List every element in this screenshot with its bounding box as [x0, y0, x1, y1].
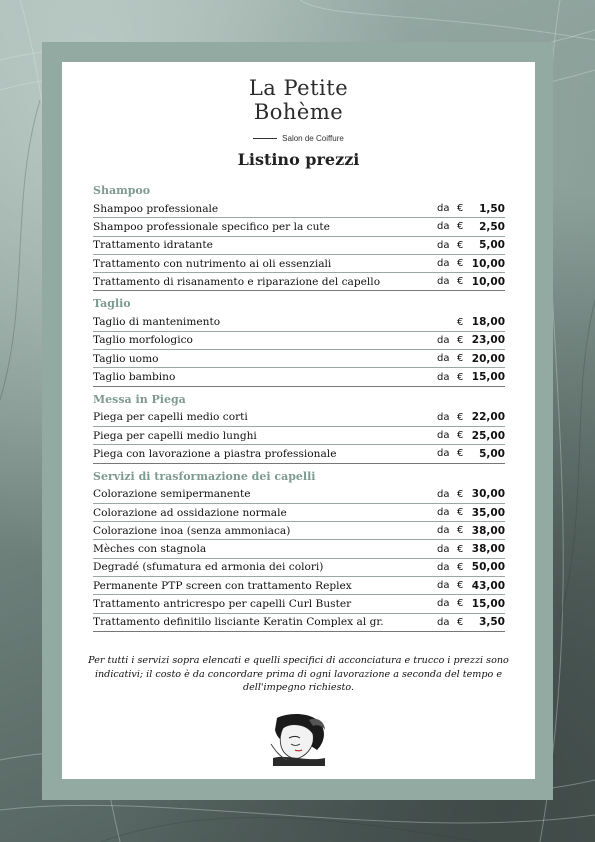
currency-symbol: €	[457, 616, 464, 628]
service-name: Degradé (sfumatura ed armonia dei colori)	[93, 561, 324, 574]
logo-rule	[253, 138, 277, 139]
price-value: 35,00	[471, 506, 505, 519]
currency-symbol: €	[457, 448, 464, 460]
section-items	[93, 486, 505, 632]
service-name: Taglio bambino	[93, 371, 176, 384]
price-prefix: da	[437, 276, 450, 288]
currency-symbol: €	[457, 430, 464, 442]
currency-symbol: €	[457, 561, 464, 573]
price-value: 25,00	[471, 429, 505, 442]
pricing-note: Per tutti i servizi sopra elencati e quelli specifici di acconciatura e trucco i prezzi sono indicativi; il costo è da concordare prima di ogni lavorazione a seconda del tempo e dell'impegno richiesto.	[88, 655, 509, 693]
service-name: Colorazione ad ossidazione normale	[93, 506, 287, 519]
price-row	[93, 200, 505, 218]
price-prefix: da	[437, 448, 450, 460]
price-value: 5,00	[479, 239, 505, 252]
price-prefix: da	[437, 543, 450, 555]
price-row	[93, 445, 505, 463]
price-row	[93, 273, 505, 291]
menu-card	[62, 62, 535, 779]
price-value: 1,50	[479, 202, 505, 215]
logo-subtitle-text: Salon de Coiffure	[282, 134, 344, 143]
price-prefix: da	[437, 334, 450, 346]
currency-symbol: €	[457, 598, 464, 610]
price-row	[93, 504, 505, 522]
service-name: Trattamento antricrespo per capelli Curl Buster	[93, 597, 352, 610]
price-prefix: da	[437, 525, 450, 537]
currency-symbol: €	[457, 525, 464, 537]
service-name: Shampoo professionale	[93, 202, 219, 215]
price-row	[93, 255, 505, 273]
currency-symbol: €	[457, 258, 464, 270]
price-value: 50,00	[471, 561, 505, 574]
service-name: Shampoo professionale specifico per la cute	[93, 220, 330, 233]
price-row	[93, 559, 505, 577]
logo-line-2: Bohème	[253, 100, 344, 124]
price-prefix: da	[437, 203, 450, 215]
price-value: 15,00	[471, 371, 505, 384]
price-value: 15,00	[471, 597, 505, 610]
price-prefix: da	[437, 430, 450, 442]
price-value: 3,50	[479, 616, 505, 629]
currency-symbol: €	[457, 276, 464, 288]
service-name: Piega per capelli medio lunghi	[93, 429, 257, 442]
price-prefix: da	[437, 258, 450, 270]
currency-symbol: €	[457, 411, 464, 423]
section-title: Shampoo	[93, 184, 151, 197]
service-name: Trattamento con nutrimento ai oli essenziali	[93, 257, 332, 270]
service-name: Colorazione inoa (senza ammoniaca)	[93, 524, 291, 537]
price-value: 18,00	[471, 316, 505, 329]
service-name: Trattamento idratante	[93, 239, 213, 252]
currency-symbol: €	[457, 316, 464, 328]
section-items	[93, 313, 505, 386]
currency-symbol: €	[457, 488, 464, 500]
service-name: Trattamento di risanamento e riparazione del capello	[93, 275, 381, 288]
price-value: 10,00	[471, 275, 505, 288]
logo-subtitle	[253, 134, 344, 143]
price-value: 20,00	[471, 352, 505, 365]
price-value: 5,00	[479, 447, 505, 460]
service-name: Piega con lavorazione a piastra professionale	[93, 447, 337, 460]
service-name: Permanente PTP screen con trattamento Replex	[93, 579, 352, 592]
currency-symbol: €	[457, 371, 464, 383]
price-value: 23,00	[471, 334, 505, 347]
service-name: Mèches con stagnola	[93, 543, 207, 556]
currency-symbol: €	[457, 334, 464, 346]
price-prefix: da	[437, 221, 450, 233]
service-name: Taglio morfologico	[93, 334, 193, 347]
price-value: 2,50	[479, 220, 505, 233]
price-prefix: da	[437, 488, 450, 500]
price-row	[93, 522, 505, 540]
price-value: 30,00	[471, 488, 505, 501]
section-title: Servizi di trasformazione dei capelli	[93, 469, 316, 483]
section-items	[93, 409, 505, 464]
section-items	[93, 200, 505, 291]
price-prefix: da	[437, 411, 450, 423]
price-prefix: da	[437, 353, 450, 365]
logo-line-1: La Petite	[248, 76, 349, 100]
section-title: Taglio	[93, 297, 131, 311]
price-row	[93, 368, 505, 386]
currency-symbol: €	[457, 543, 464, 555]
price-value: 22,00	[471, 411, 505, 424]
price-value: 43,00	[471, 579, 505, 592]
currency-symbol: €	[457, 221, 464, 233]
price-prefix: da	[437, 239, 450, 251]
price-row	[93, 313, 505, 331]
price-row	[93, 409, 505, 427]
price-row	[93, 577, 505, 595]
section-title: Messa in Piega	[93, 392, 186, 406]
service-name: Piega per capelli medio corti	[93, 411, 248, 424]
price-prefix: da	[437, 598, 450, 610]
price-list	[93, 182, 505, 632]
price-prefix: da	[437, 507, 450, 518]
service-name: Colorazione semipermanente	[93, 488, 251, 501]
price-prefix: da	[437, 616, 450, 628]
page-title: Listino prezzi	[237, 150, 360, 169]
price-row	[93, 595, 505, 613]
price-row	[93, 332, 505, 350]
price-prefix: da	[437, 371, 450, 383]
price-value: 38,00	[471, 524, 505, 537]
currency-symbol: €	[457, 239, 464, 251]
currency-symbol: €	[457, 353, 464, 365]
price-prefix: da	[437, 580, 450, 592]
service-name: Taglio uomo	[93, 352, 159, 365]
price-value: 38,00	[471, 543, 505, 556]
price-row	[93, 486, 505, 504]
price-prefix: da	[437, 561, 450, 573]
price-value: 10,00	[471, 257, 505, 270]
service-name: Taglio di mantenimento	[93, 316, 221, 329]
price-row	[93, 237, 505, 255]
price-row	[93, 350, 505, 368]
salon-logo	[62, 76, 535, 143]
service-name: Trattamento definitilo lisciante Keratin Complex al gr.	[93, 616, 384, 629]
price-row	[93, 218, 505, 236]
price-row	[93, 614, 505, 632]
currency-symbol: €	[457, 507, 464, 518]
price-row	[93, 540, 505, 558]
art-deco-woman-portrait-icon	[269, 714, 327, 766]
currency-symbol: €	[457, 203, 464, 215]
price-row	[93, 427, 505, 445]
currency-symbol: €	[457, 580, 464, 592]
